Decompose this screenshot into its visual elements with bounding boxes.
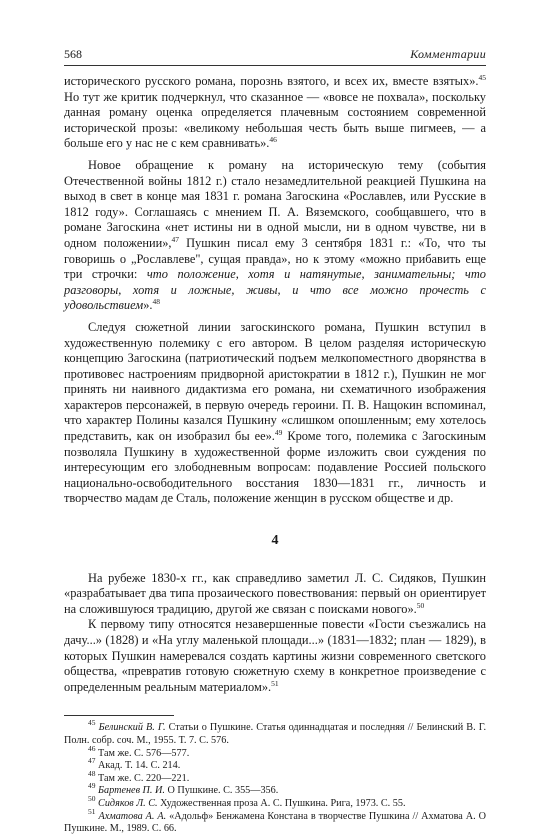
paragraph-text: Но тут же критик подчеркнул, что сказанное — «вовсе не похвала», поскольку данная роману оценка определяется плачевным состоянием современной исторической прозы: «великому небольшая честь быть выше пигмеев, — а больше его у нас не с кем сравнивать». [64,89,486,151]
paragraph-text: ». [143,298,153,313]
page-header [64,47,486,63]
footnote-text: Акад. Т. 14. С. 214. [98,760,181,772]
footnote-number: 48 [88,768,96,778]
footnote-ref: 51 [271,678,279,688]
footnote-ref: 48 [152,297,160,307]
paragraph [64,74,486,152]
footnote-ref: 49 [274,428,283,438]
footnote-author: Бартенев П. И. [98,785,165,797]
footnote [64,743,486,761]
footnote-author: Белинский В. Г. [98,722,166,734]
footnote-ref: 47 [171,234,179,244]
paragraph-text: На рубеже 1830-х гг., как справедливо заметил Л. С. Сидяков, Пушкин «разрабатывает два типа прозаического повествования: первый он ориентирует на сложившуюся традицию, другой же связан с поисками нового». [64,570,486,616]
footnote-number: 50 [88,793,96,803]
footnote [64,718,487,747]
paragraph-text: К первому типу относятся незавершенные повести «Гости съезжались на дачу...» (1828) и «На углу маленькой площади...» (1831—1832; план — 1829), в которых Пушкин намеревался создать картины жизни современного светского общества, «превратив готовую сюжетную схему в конкретное произведение с определенным реальным материалом». [64,617,486,694]
paragraph-text: исторического русского романа, порознь взятого, и всех их, вместе взятых». [64,74,479,88]
footnote-text: Статьи о Пушкине. Статья одиннадцатая и последняя // Белинский В. Г. Полн. собр. соч. М., 1955. Т. 7. С. 576. [64,722,487,746]
footnote-text: «Адольф» Бенжамена Констана в творчестве Пушкина // Ахматова А. О Пушкине. М., 1989. С. 66. [64,810,487,835]
footnote-text: Там же. С. 220—221. [98,772,190,784]
footnote-ref: 50 [416,600,425,610]
footnote-ref: 45 [478,73,486,82]
header-rule [64,65,486,66]
footnote [64,781,486,798]
paragraph [64,571,486,618]
footnote-number: 49 [88,781,96,791]
footnote-rule [64,715,174,716]
footnote-text: О Пушкине. С. 355—356. [164,785,279,797]
paragraph [64,320,486,507]
running-title: Комментарии [410,47,486,61]
footnote-number: 46 [88,743,96,753]
footnote-text: Художественная проза А. С. Пушкина. Рига, 1973. С. 55. [157,797,406,809]
paragraph [64,158,486,314]
footnote [64,768,486,786]
page-number: 568 [64,47,82,61]
footnote-number: 47 [88,756,96,766]
footnotes [64,718,487,835]
footnote-number: 45 [88,718,96,728]
paragraph-text: Следуя сюжетной линии загоскинского романа, Пушкин вступил в художественную полемику с его автором. В целом разделяя историческую концепцию Загоскина (патриотический подъем мелкопоместного дворянства в противовес настроениям придворной аристократии в 1812 г.), Пушкин не мог принять ни наивного дидактизма его романа, ни схематичного изображения характеров персонажей, в первую очередь героини. П. В. Нащокин вспоминал, что характер Полины казался Пушкину «слишком опошленным; ему хотелось представить, как он изобразил бы ее». [64,319,486,444]
footnote [64,756,486,773]
footnote-number: 51 [88,806,96,816]
section-number: 4 [271,533,279,549]
footnote [64,806,487,836]
main-text [64,74,486,836]
footnote-author: Ахматова А. А. [98,810,167,822]
quote-italic: что положение, хотя и натянутые, занимательны; что разговоры, хотя и ложные, живы, и что все можно прочесть с удовольствием [64,267,486,313]
paragraph-text: Кроме того, полемика с Загоскиным позволяла Пушкину в художественной форме изложить свои суждения по интересующим его злободневным вопросам: подавление Россией польского национально-освободительного восстания 1830—1831 гг., личность и творчество мадам де Сталь, положение женщин в русском обществе и др. [64,429,486,506]
paragraph-text: Новое обращение к роману на историческую тему (события Отечественной войны 1812 г.) стало незамедлительной реакцией Пушкина на выход в свет в конце мая 1831 г. романа Загоскина «Рославлев, или Русские в 1812 году». Соглашаясь с мнением П. А. Вяземского, сообщавшего, что в романе Загоскина «нет истины ни в одной мысли, ни в одном чувстве, ни в одном положении», [64,157,486,250]
paragraph-text: Пушкин писал ему 3 сентября 1831 г.: «То, что ты говоришь о „Рославлеве", сущая правда», но к этому «можно прибавить еще три строчки: [64,235,486,282]
footnote-author: Сидяков Л. С. [98,797,158,809]
paragraph [64,617,486,695]
footnote-ref: 46 [269,135,277,145]
footnote-text: Там же. С. 576—577. [98,747,190,759]
